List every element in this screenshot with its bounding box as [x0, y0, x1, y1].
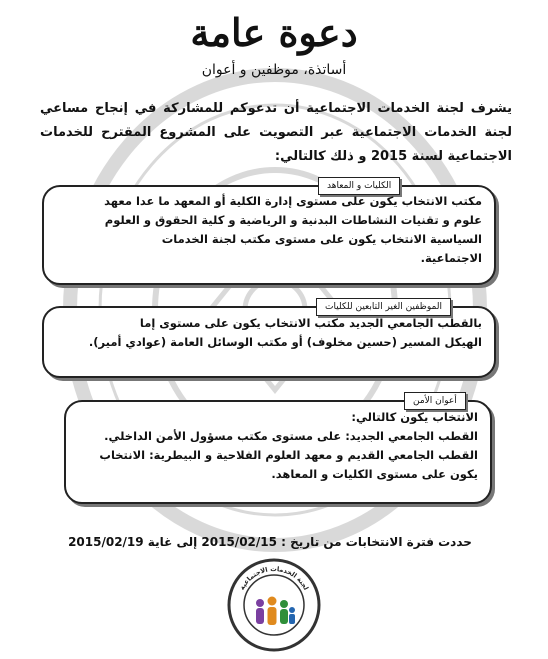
section-line: الهيكل المسير (حسين مخلوف) أو مكتب الوسائل العامة (عوادي أمير). — [88, 335, 482, 349]
section-line: الاجتماعية. — [420, 251, 482, 265]
section-label-faculties: الكليات و المعاهد — [318, 177, 400, 195]
election-period: حددت فترة الانتخابات من تاريخ : 2015/02/15 إلى غاية 2015/02/19 — [68, 535, 472, 549]
intro-paragraph: يشرف لجنة الخدمات الاجتماعية أن تدعوكم للمشاركة في إنجاح مساعي لجنة الخدمات الاجتماعية عبر التصويت على المشروع المقترح للخدمات الاجتماعية لسنة 2015 و ذلك كالتالي: — [40, 101, 512, 164]
section-line: القطب الجامعي الجديد: على مستوى مكتب مسؤول الأمن الداخلي. — [104, 429, 478, 443]
section-line: يكون على مستوى الكليات و المعاهد. — [271, 467, 478, 481]
section-label-security: أعوان الأمن — [404, 392, 466, 410]
section-line: بالقطب الجامعي الجديد مكتب الانتخاب يكون على مستوى إما — [139, 316, 482, 330]
seal-text: لجنة الخدمات الاجتماعية — [237, 564, 311, 592]
section-line: علوم و تقنيات النشاطات البدنية و الرياضية و كلية الحقوق و العلوم — [104, 213, 482, 227]
section-line: مكتب الانتخاب يكون على مستوى إدارة الكلية أو المعهد ما عدا معهد — [104, 194, 482, 208]
section-text-security — [86, 408, 478, 484]
section-line: الانتخاب يكون كالتالي: — [351, 410, 478, 424]
document-title: دعوة عامة — [190, 10, 358, 55]
section-line: السياسية الانتخاب يكون على مستوى مكتب لجنة الخدمات — [161, 232, 482, 246]
section-line: القطب الجامعي القديم و معهد العلوم الفلاحية و البيطرية: الانتخاب — [99, 448, 478, 462]
section-text-staff — [72, 314, 482, 352]
section-label-staff: الموظفين الغير التابعين للكليات — [316, 298, 451, 316]
document-subtitle: أساتذة، موظفين و أعوان — [201, 62, 347, 78]
section-text-faculties — [52, 192, 482, 268]
committee-seal-icon — [226, 557, 322, 653]
